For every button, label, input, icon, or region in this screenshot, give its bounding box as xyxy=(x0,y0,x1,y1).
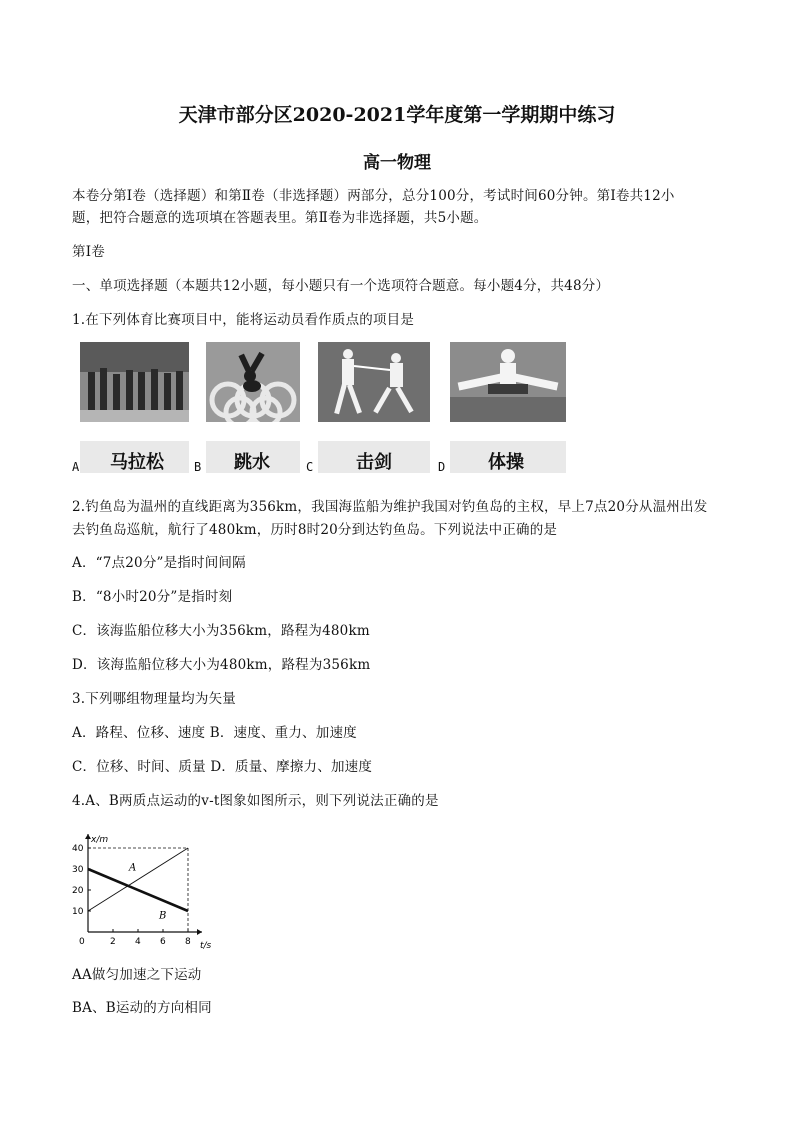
q3-stem: 3.下列哪组物理量均为矢量 xyxy=(72,691,236,707)
intro-line-2: 题，把符合题意的选项填在答题表里。第Ⅱ卷为非选择题，共5小题。 xyxy=(72,210,488,226)
q1-option-caption: 跳水 xyxy=(234,452,270,473)
x-tick-label: 0 xyxy=(79,937,85,947)
page-subtitle: 高一物理 xyxy=(363,153,431,173)
x-axis-label: t/s xyxy=(200,941,212,950)
q2-option-b: B．“8小时20分”是指时刻 xyxy=(72,589,233,605)
y-tick-label: 30 xyxy=(72,865,84,875)
x-tick-label: 8 xyxy=(185,937,191,947)
gymnastics-photo xyxy=(450,342,566,422)
q3-options-ab: A．路程、位移、速度 B．速度、重力、加速度 xyxy=(72,725,357,741)
q1-option-letter: D xyxy=(438,460,446,474)
section-heading: 一、单项选择题（本题共12小题，每小题只有一个选项符合题意。每小题4分，共48分） xyxy=(72,278,610,294)
q2-stem-line-2: 去钓鱼岛巡航，航行了480km，历时8时20分到达钓鱼岛。下列说法中正确的是 xyxy=(72,522,558,538)
q2-option-d: D．该海监船位移大小为480km，路程为356km xyxy=(72,657,371,673)
q3-options-cd: C．位移、时间、质量 D．质量、摩擦力、加速度 xyxy=(72,759,373,775)
series-line-B xyxy=(88,869,188,911)
intro-line-1: 本卷分第Ⅰ卷（选择题）和第Ⅱ卷（非选择题）两部分，总分100分，考试时间60分钟。第Ⅰ卷共12小 xyxy=(72,188,675,204)
q4-stem: 4.A、B两质点运动的v-t图象如图所示，则下列说法正确的是 xyxy=(72,793,439,809)
q1-option-caption: 击剑 xyxy=(356,452,392,473)
q1-stem: 1.在下列体育比赛项目中，能将运动员看作质点的项目是 xyxy=(72,312,415,328)
q1-option-letter: A xyxy=(72,460,80,474)
series-label: A xyxy=(129,862,137,874)
q1-option-letter: C xyxy=(306,460,314,474)
q1-option-caption: 马拉松 xyxy=(110,452,164,473)
part-heading: 第Ⅰ卷 xyxy=(72,244,105,260)
marathon-photo xyxy=(80,342,189,422)
series-label: B xyxy=(159,910,167,922)
fencing-photo xyxy=(318,342,430,422)
q4-option-b: BA、B运动的方向相同 xyxy=(72,1000,212,1016)
series-line-A xyxy=(88,848,188,911)
q2-option-a: A．“7点20分”是指时间间隔 xyxy=(72,555,246,571)
x-axis-arrow xyxy=(197,929,202,935)
y-tick-label: 10 xyxy=(72,907,84,917)
x-tick-label: 4 xyxy=(135,937,141,947)
graph-series xyxy=(88,848,188,922)
xt-graph xyxy=(70,820,220,950)
diving-photo xyxy=(206,342,300,422)
q1-option-letter: B xyxy=(194,460,202,474)
x-tick-label: 6 xyxy=(160,937,166,947)
q2-stem-line-1: 2.钓鱼岛为温州的直线距离为356km，我国海监船为维护我国对钓鱼岛的主权，早上7点20分从温州出发 xyxy=(72,499,708,515)
y-tick-label: 40 xyxy=(72,844,84,854)
y-axis-label: x/m xyxy=(91,835,109,845)
page-title: 天津市部分区2020-2021学年度第一学期期中练习 xyxy=(178,104,616,126)
x-tick-label: 2 xyxy=(110,937,116,947)
q2-option-c: C．该海监船位移大小为356km，路程为480km xyxy=(72,623,370,639)
q1-option-caption: 体操 xyxy=(488,452,524,473)
y-tick-label: 20 xyxy=(72,886,84,896)
q4-option-a: AA做匀加速之下运动 xyxy=(72,967,202,983)
graph-axes xyxy=(85,834,212,950)
